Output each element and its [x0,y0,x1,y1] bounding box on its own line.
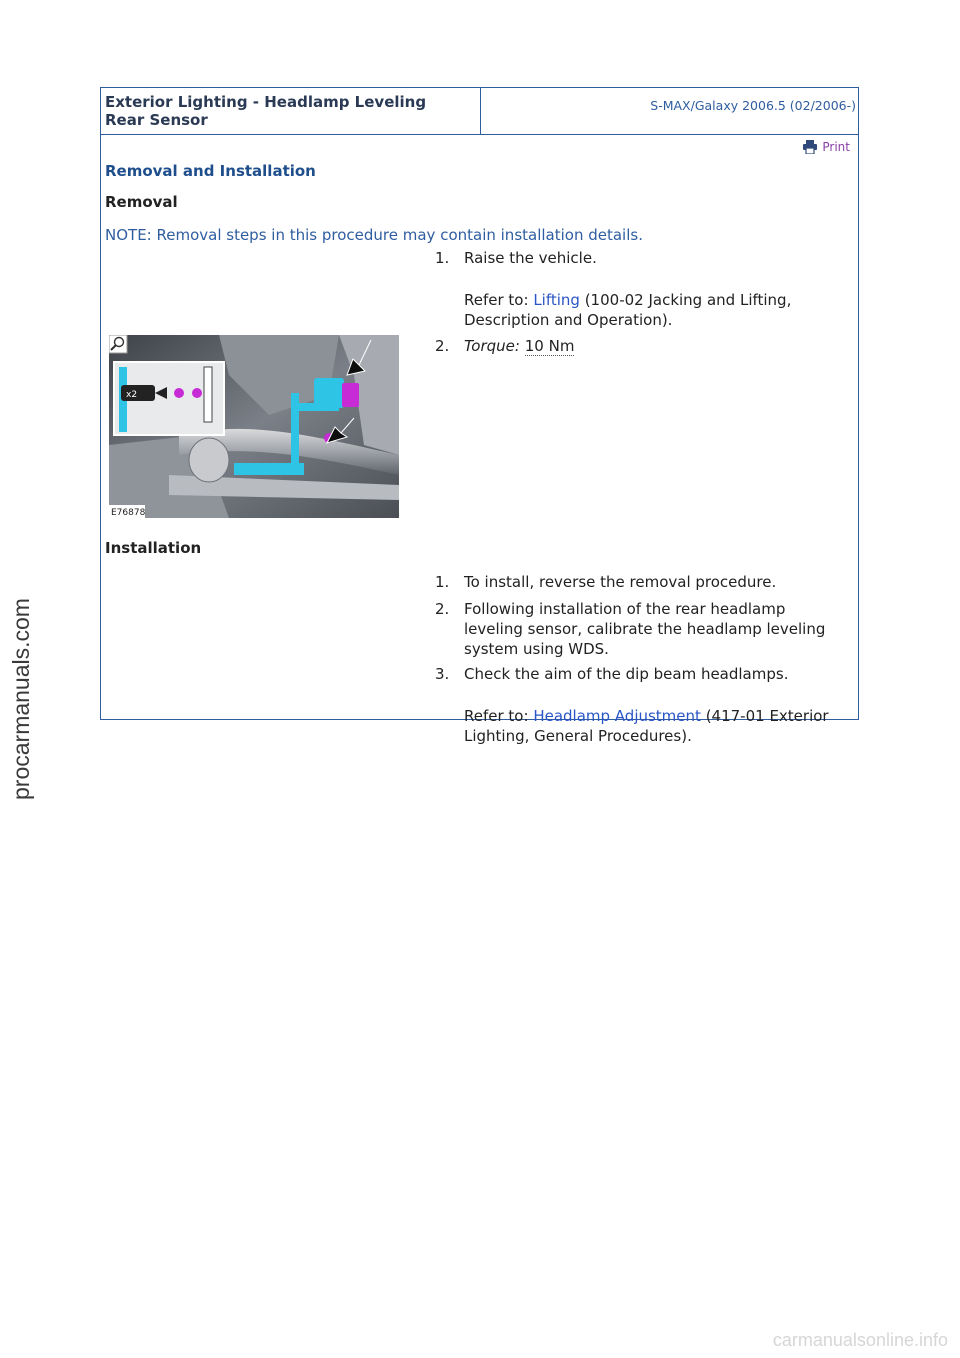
torque-value[interactable]: 10 Nm [524,337,575,355]
step-number: 1. [435,249,450,267]
page-title [101,88,481,134]
step-text: Check the aim of the dip beam headlamps. [464,665,789,683]
ref-prefix: Refer to: [464,291,534,309]
removal-heading: Removal [105,193,178,211]
step-number: 2. [435,337,450,355]
title-line-1: Exterior Lighting - Headlamp Leveling [105,93,427,111]
ref-suffix: (100-02 Jacking and Lifting, [579,291,792,309]
ref-suffix: (417-01 Exterior [700,707,829,725]
sensor-illustration [109,335,399,518]
removal-note: NOTE: Removal steps in this procedure may contain installation details. [105,226,643,244]
print-button[interactable] [802,140,850,154]
step-number: 1. [435,573,450,591]
step-text: Raise the vehicle. [464,249,597,267]
torque-label: Torque: [464,337,520,355]
section-title: Removal and Installation [105,162,316,180]
step-number: 3. [435,665,450,683]
step-text-line-1: Following installation of the rear headlamp [464,600,786,618]
footer-watermark: carmanualsonline.info [772,1330,948,1350]
step-number: 2. [435,600,450,618]
procedure-illustration[interactable] [109,335,399,518]
figure-code: E76878 [111,508,146,518]
document-header [101,88,858,135]
printer-icon [802,140,818,154]
title-line-2: Rear Sensor [105,111,208,129]
headlamp-adjustment-link[interactable]: Headlamp Adjustment [533,707,701,725]
lifting-link[interactable]: Lifting [533,291,580,309]
ref-suffix-line-2: Description and Operation). [464,311,673,329]
document-panel [100,87,859,745]
vehicle-model: S-MAX/Galaxy 2006.5 (02/2006-) [650,98,856,113]
installation-heading: Installation [105,539,202,557]
multiplier-label: x2 [126,390,138,400]
side-watermark: procarmanuals.com [8,598,34,800]
ref-suffix-line-2: Lighting, General Procedures). [464,727,692,745]
print-label: Print [822,140,850,154]
step-text: To install, reverse the removal procedure. [464,573,777,591]
step-text-line-2: leveling sensor, calibrate the headlamp leveling [464,620,826,638]
step-text-line-3: system using WDS. [464,640,609,658]
ref-prefix: Refer to: [464,707,534,725]
